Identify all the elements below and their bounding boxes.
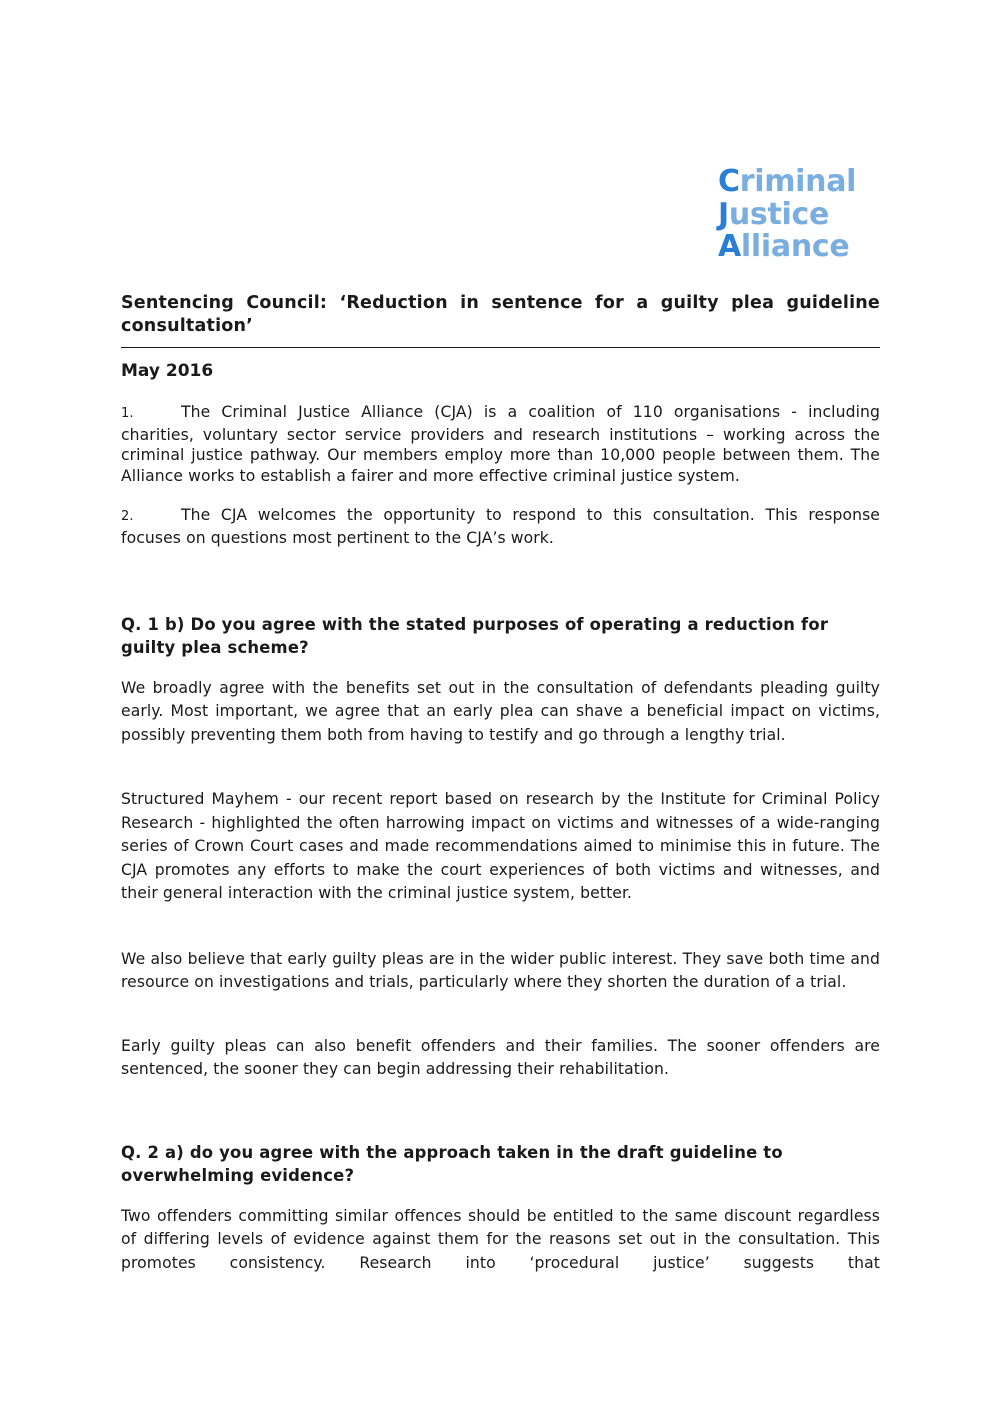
paragraph-number: 1. xyxy=(121,406,134,421)
paragraph-number: 2. xyxy=(121,509,134,524)
question-heading-2: Q. 2 a) do you agree with the approach taken in the draft guideline to overwhelming evidence? xyxy=(121,1143,783,1185)
cja-logo xyxy=(718,166,888,264)
document-date: May 2016 xyxy=(121,361,214,381)
logo-line-alliance xyxy=(718,231,888,264)
answer-paragraph: Structured Mayhem - our recent report based on research by the Institute for Criminal Policy Research - highlighted the often harrowing impact on victims and witnesses of a wide-ranging series of Crown Court cases and made recommendations aimed to minimise this in future. The CJA promotes any efforts to make the court experiences of both victims and witnesses, and their general interaction with the criminal justice system, better. xyxy=(121,790,880,903)
intro-paragraph-1 xyxy=(121,402,880,486)
answer-paragraph: Early guilty pleas can also benefit offenders and their families. The sooner offenders are sentenced, the sooner they can begin addressing their rehabilitation. xyxy=(121,1037,880,1079)
logo-initial: C xyxy=(718,164,740,199)
paragraph-text: The CJA welcomes the opportunity to respond to this consultation. This response focuses on questions most pertinent to the CJA’s work. xyxy=(121,506,880,547)
document-title: Sentencing Council: ‘Reduction in sentence for a guilty plea guideline consultation’ xyxy=(121,292,880,348)
logo-word-rest: riminal xyxy=(739,164,857,199)
paragraph-text: The Criminal Justice Alliance (CJA) is a coalition of 110 organisations - including charities, voluntary sector service providers and research institutions – working across the criminal justice pathway. Our members employ more than 10,000 people between them. The Alliance works to establish a fairer and more effective criminal justice system. xyxy=(121,403,880,485)
logo-line-justice xyxy=(718,196,888,232)
answer-paragraph: We broadly agree with the benefits set out in the consultation of defendants pleading guilty early. Most important, we agree that an early plea can shave a beneficial impact on victims, possibly preventing them both from having to testify and go through a lengthy trial. xyxy=(121,679,880,744)
answer-paragraph: Two offenders committing similar offences should be entitled to the same discount regardless of differing levels of evidence against them for the reasons set out in the consultation. This promotes consistency. Research into ‘procedural justice’ suggests that xyxy=(121,1207,880,1272)
intro-paragraph-2 xyxy=(121,505,880,548)
question-heading-1: Q. 1 b) Do you agree with the stated purposes of operating a reduction for guilty plea scheme? xyxy=(121,615,829,657)
answer-paragraph: We also believe that early guilty pleas are in the wider public interest. They save both time and resource on investigations and trials, particularly where they shorten the duration of a trial. xyxy=(121,950,880,992)
logo-line-criminal xyxy=(718,166,888,199)
logo-word-rest: lliance xyxy=(740,229,850,264)
logo-initial: J xyxy=(718,196,729,232)
logo-word-rest: ustice xyxy=(728,196,830,232)
logo-initial: A xyxy=(718,229,741,264)
